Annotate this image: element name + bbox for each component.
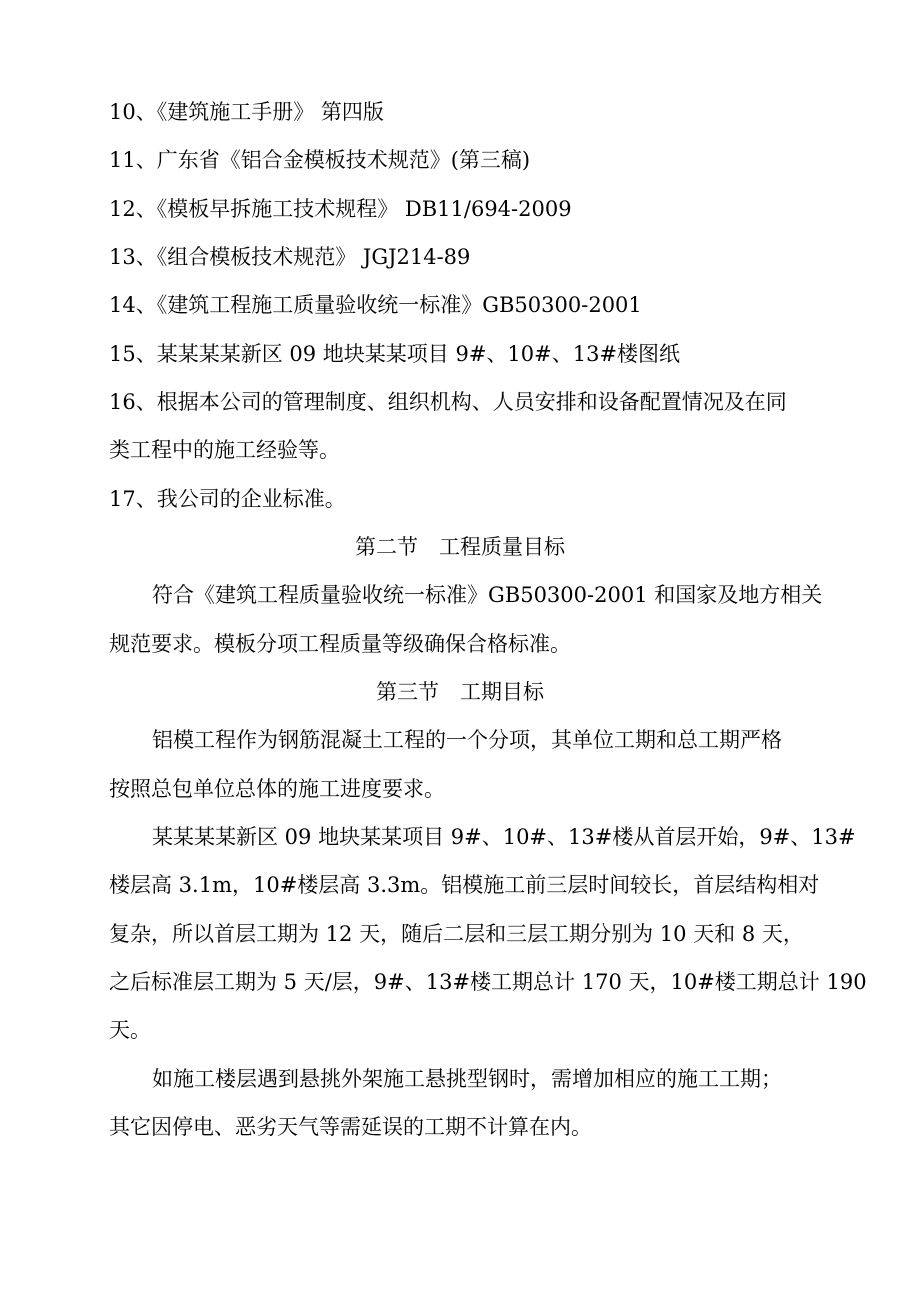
reference-item-17: 17、我公司的企业标准。 [109, 487, 346, 511]
quality-paragraph-line-1: 符合《建筑工程质量验收统一标准》GB50300-2001 和国家及地方相关 [152, 583, 823, 607]
reference-item-16: 16、根据本公司的管理制度、组织机构、人员安排和设备配置情况及在同 [109, 390, 787, 414]
schedule-paragraph-1-line-2: 按照总包单位总体的施工进度要求。 [109, 777, 445, 801]
schedule-paragraph-2-line-4: 之后标准层工期为 5 天/层，9#、13#楼工期总计 170 天，10#楼工期总计 190 [109, 970, 867, 994]
schedule-paragraph-3-line-1: 如施工楼层遇到悬挑外架施工悬挑型钢时，需增加相应的施工工期； [152, 1067, 782, 1091]
section-heading-schedule: 第三节 工期目标 [376, 680, 544, 704]
reference-item-12: 12、《模板早拆施工技术规程》 DB11/694-2009 [109, 197, 572, 221]
section-heading-quality: 第二节 工程质量目标 [355, 535, 565, 559]
reference-item-16-continued: 类工程中的施工经验等。 [109, 438, 340, 462]
reference-item-14: 14、《建筑工程施工质量验收统一标准》GB50300-2001 [109, 293, 642, 317]
schedule-paragraph-3-line-2: 其它因停电、恶劣天气等需延误的工期不计算在内。 [109, 1115, 592, 1139]
schedule-paragraph-1-line-1: 铝模工程作为钢筋混凝土工程的一个分项，其单位工期和总工期严格 [152, 728, 782, 752]
schedule-paragraph-2-line-1: 某某某某新区 09 地块某某项目 9#、10#、13#楼从首层开始，9#、13# [152, 825, 856, 849]
reference-item-11: 11、广东省《铝合金模板技术规范》(第三稿) [109, 148, 531, 172]
quality-paragraph-line-2: 规范要求。模板分项工程质量等级确保合格标准。 [109, 632, 571, 656]
schedule-paragraph-2-line-5: 天。 [109, 1018, 151, 1042]
reference-item-15: 15、某某某某新区 09 地块某某项目 9#、10#、13#楼图纸 [109, 342, 681, 366]
reference-item-13: 13、《组合模板技术规范》 JGJ214-89 [109, 245, 471, 269]
schedule-paragraph-2-line-2: 楼层高 3.1m，10#楼层高 3.3m。铝模施工前三层时间较长，首层结构相对 [109, 873, 820, 897]
reference-item-10: 10、《建筑施工手册》 第四版 [109, 100, 384, 124]
schedule-paragraph-2-line-3: 复杂，所以首层工期为 12 天，随后二层和三层工期分别为 10 天和 8 天， [109, 922, 804, 946]
